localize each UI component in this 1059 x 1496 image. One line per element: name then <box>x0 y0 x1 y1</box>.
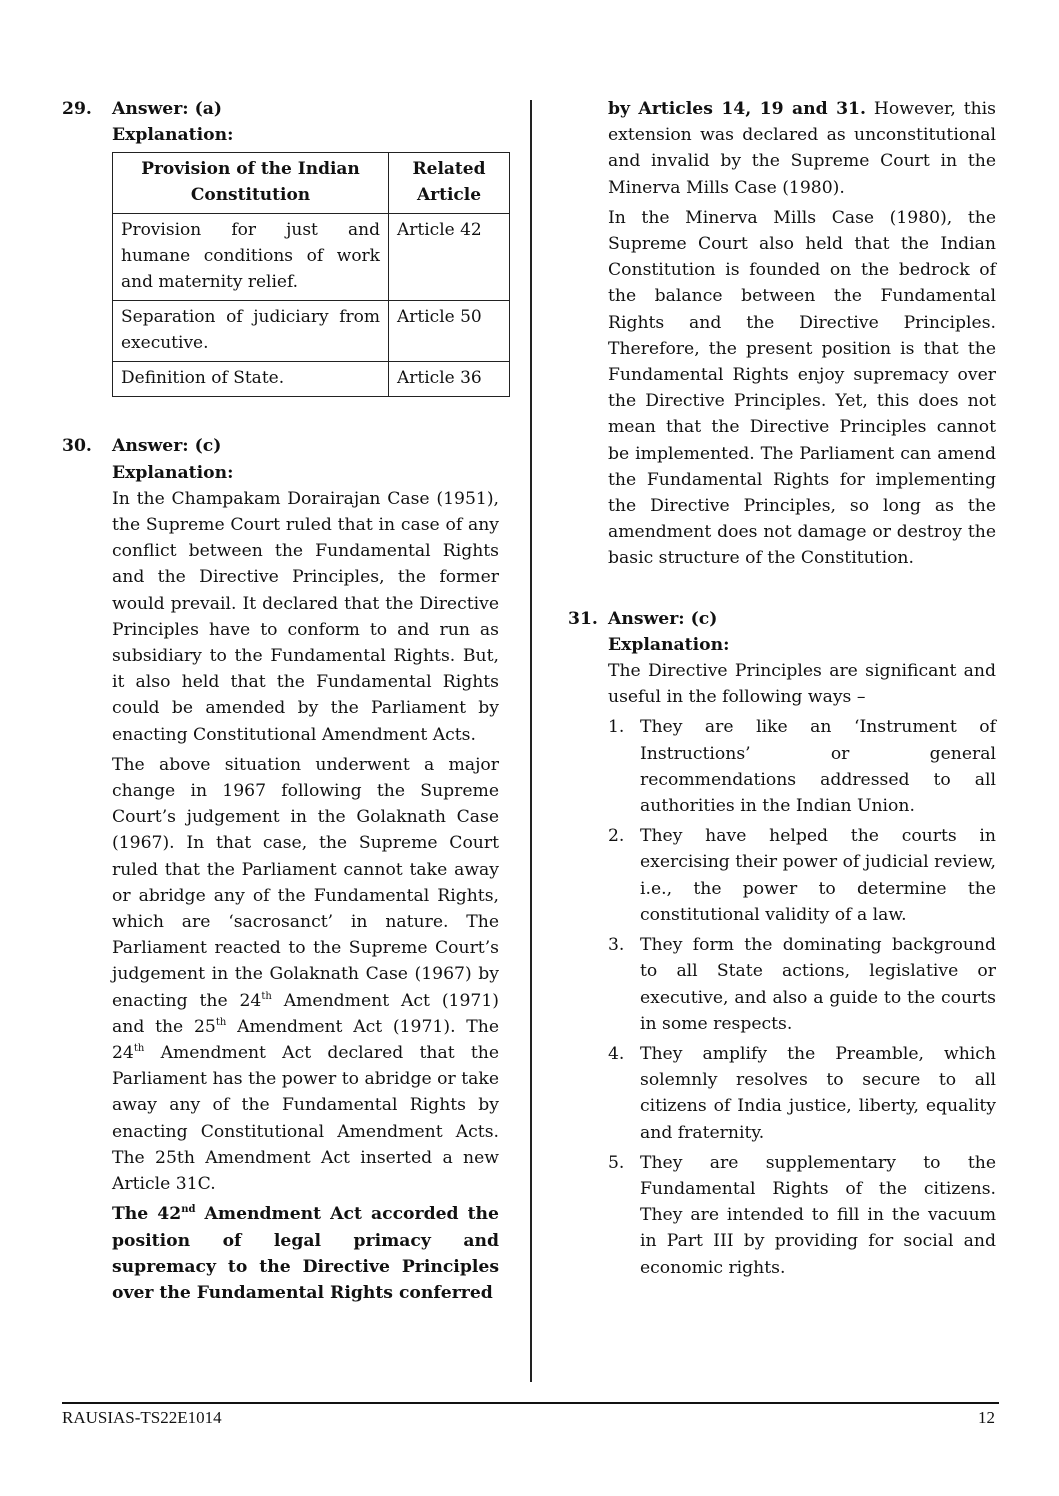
table-header-provision: Provision of the Indian Constitution <box>113 153 389 214</box>
paragraph: The above situation underwent a major change in 1967 following the Supreme Court’s judgement in the Golaknath Case (1967). In that case, the Supreme Court ruled that the Parliament cannot take away or abridge any of the Fundamental Rights, which are ‘sacrosanct’ in nature. The Parliament reacted to the Supreme Court’s judgement in the Golaknath Case (1967) by enacting the 24th Amendment Act (1971) and the 25th Amendment Act (1971). The 24th Amendment Act declared that the Parliament has the power to abridge or take away any of the Fundamental Rights by enacting Constitutional Amendment Acts. The 25th Amendment Act inserted a new Article 31C. <box>112 754 499 1195</box>
explanation-label: Explanation: <box>112 125 234 146</box>
paragraph: The Directive Principles are significant and useful in the following ways – <box>608 661 996 708</box>
footer-divider <box>62 1402 999 1404</box>
table-cell: Definition of State. <box>113 362 389 397</box>
paragraph-bold: The 42nd Amendment Act accorded the position of legal primacy and supremacy to the Directive Principles over the Fundamental Rights conferred <box>112 1204 499 1303</box>
table-cell: Article 42 <box>389 214 510 301</box>
paragraph: In the Champakam Dorairajan Case (1951), the Supreme Court ruled that in case of any conflict between the Fundamental Rights and the Directive Principles, the former would prevail. It declared that the Directive Principles have to conform to and run as subsidiary to the Fundamental Rights. But, it also held that the Fundamental Rights could be amended by the Parliament by enacting Constitutional Amendment Acts. <box>112 488 499 745</box>
table-cell: Article 36 <box>389 362 510 397</box>
table-header-article: Related Article <box>389 153 510 214</box>
bold-continuation-left: Amendment Act accorded the position of legal primacy and supremacy to the Directive Principles over the Fundamental Rights conferred <box>112 1204 499 1303</box>
question-31 <box>568 606 996 1281</box>
left-column <box>62 96 499 1310</box>
question-30 <box>62 433 499 1306</box>
table-cell: Article 50 <box>389 301 510 362</box>
table-row <box>113 301 510 362</box>
paragraph: by Articles 14, 19 and 31. However, this extension was declared as unconstitutional and invalid by the Supreme Court in the Minerva Mills Case (1980). <box>608 99 996 198</box>
explanation-label: Explanation: <box>608 634 730 655</box>
explanation-label: Explanation: <box>112 462 234 483</box>
paragraph: In the Minerva Mills Case (1980), the Supreme Court also held that the Indian Constitution is founded on the bedrock of the balance between the Fundamental Rights and the Directive Principles. Therefore, the present position is that the Fundamental Rights enjoy supremacy over the Directive Principles. Yet, this does not mean that the Directive Principles cannot be implemented. The Parliament can amend the Fundamental Rights for implementing the Directive Principles, so long as the amendment does not damage or destroy the basic structure of the Constitution. <box>608 207 996 569</box>
answer-label: Answer: (c) <box>112 436 222 457</box>
table-cell: Separation of judiciary from executive. <box>113 301 389 362</box>
significance-list <box>608 714 996 1280</box>
provision-article-table <box>112 152 510 397</box>
question-number: 29. <box>62 99 92 119</box>
table-header-row <box>113 153 510 214</box>
answer-label: Answer: (c) <box>608 608 718 629</box>
answer-label: Answer: (a) <box>112 99 223 119</box>
table-row <box>113 362 510 397</box>
list-item: 1. They are like an ‘Instrument of Instructions’ or general recommendations addressed to all authorities in the Indian Union. <box>608 717 996 817</box>
list-item: 4. They amplify the Preamble, which solemnly resolves to secure to all citizens of India justice, liberty, equality and fraternity. <box>608 1043 996 1143</box>
question-number: 31. <box>568 608 598 629</box>
bold-continuation-right: by Articles 14, 19 and 31. <box>608 99 866 119</box>
page-number: 12 <box>978 1408 995 1427</box>
column-divider <box>530 100 532 1382</box>
list-item: 5. They are supplementary to the Fundamental Rights of the citizens. They are intended to fill in the vacuum in Part III by providing for social and economic rights. <box>608 1152 996 1278</box>
question-number: 30. <box>62 436 92 457</box>
question-29 <box>62 96 499 397</box>
right-column <box>568 96 996 1285</box>
list-item: 3. They form the dominating background to all State actions, legislative or executive, and also a guide to the courts in some respects. <box>608 935 996 1034</box>
list-item: 2. They have helped the courts in exercising their power of judicial review, i.e., the power to determine the constitutional validity of a law. <box>608 826 996 925</box>
document-code: RAUSIAS-TS22E1014 <box>62 1408 222 1427</box>
table-row <box>113 214 510 301</box>
table-cell: Provision for just and humane conditions of work and maternity relief. <box>113 214 389 301</box>
